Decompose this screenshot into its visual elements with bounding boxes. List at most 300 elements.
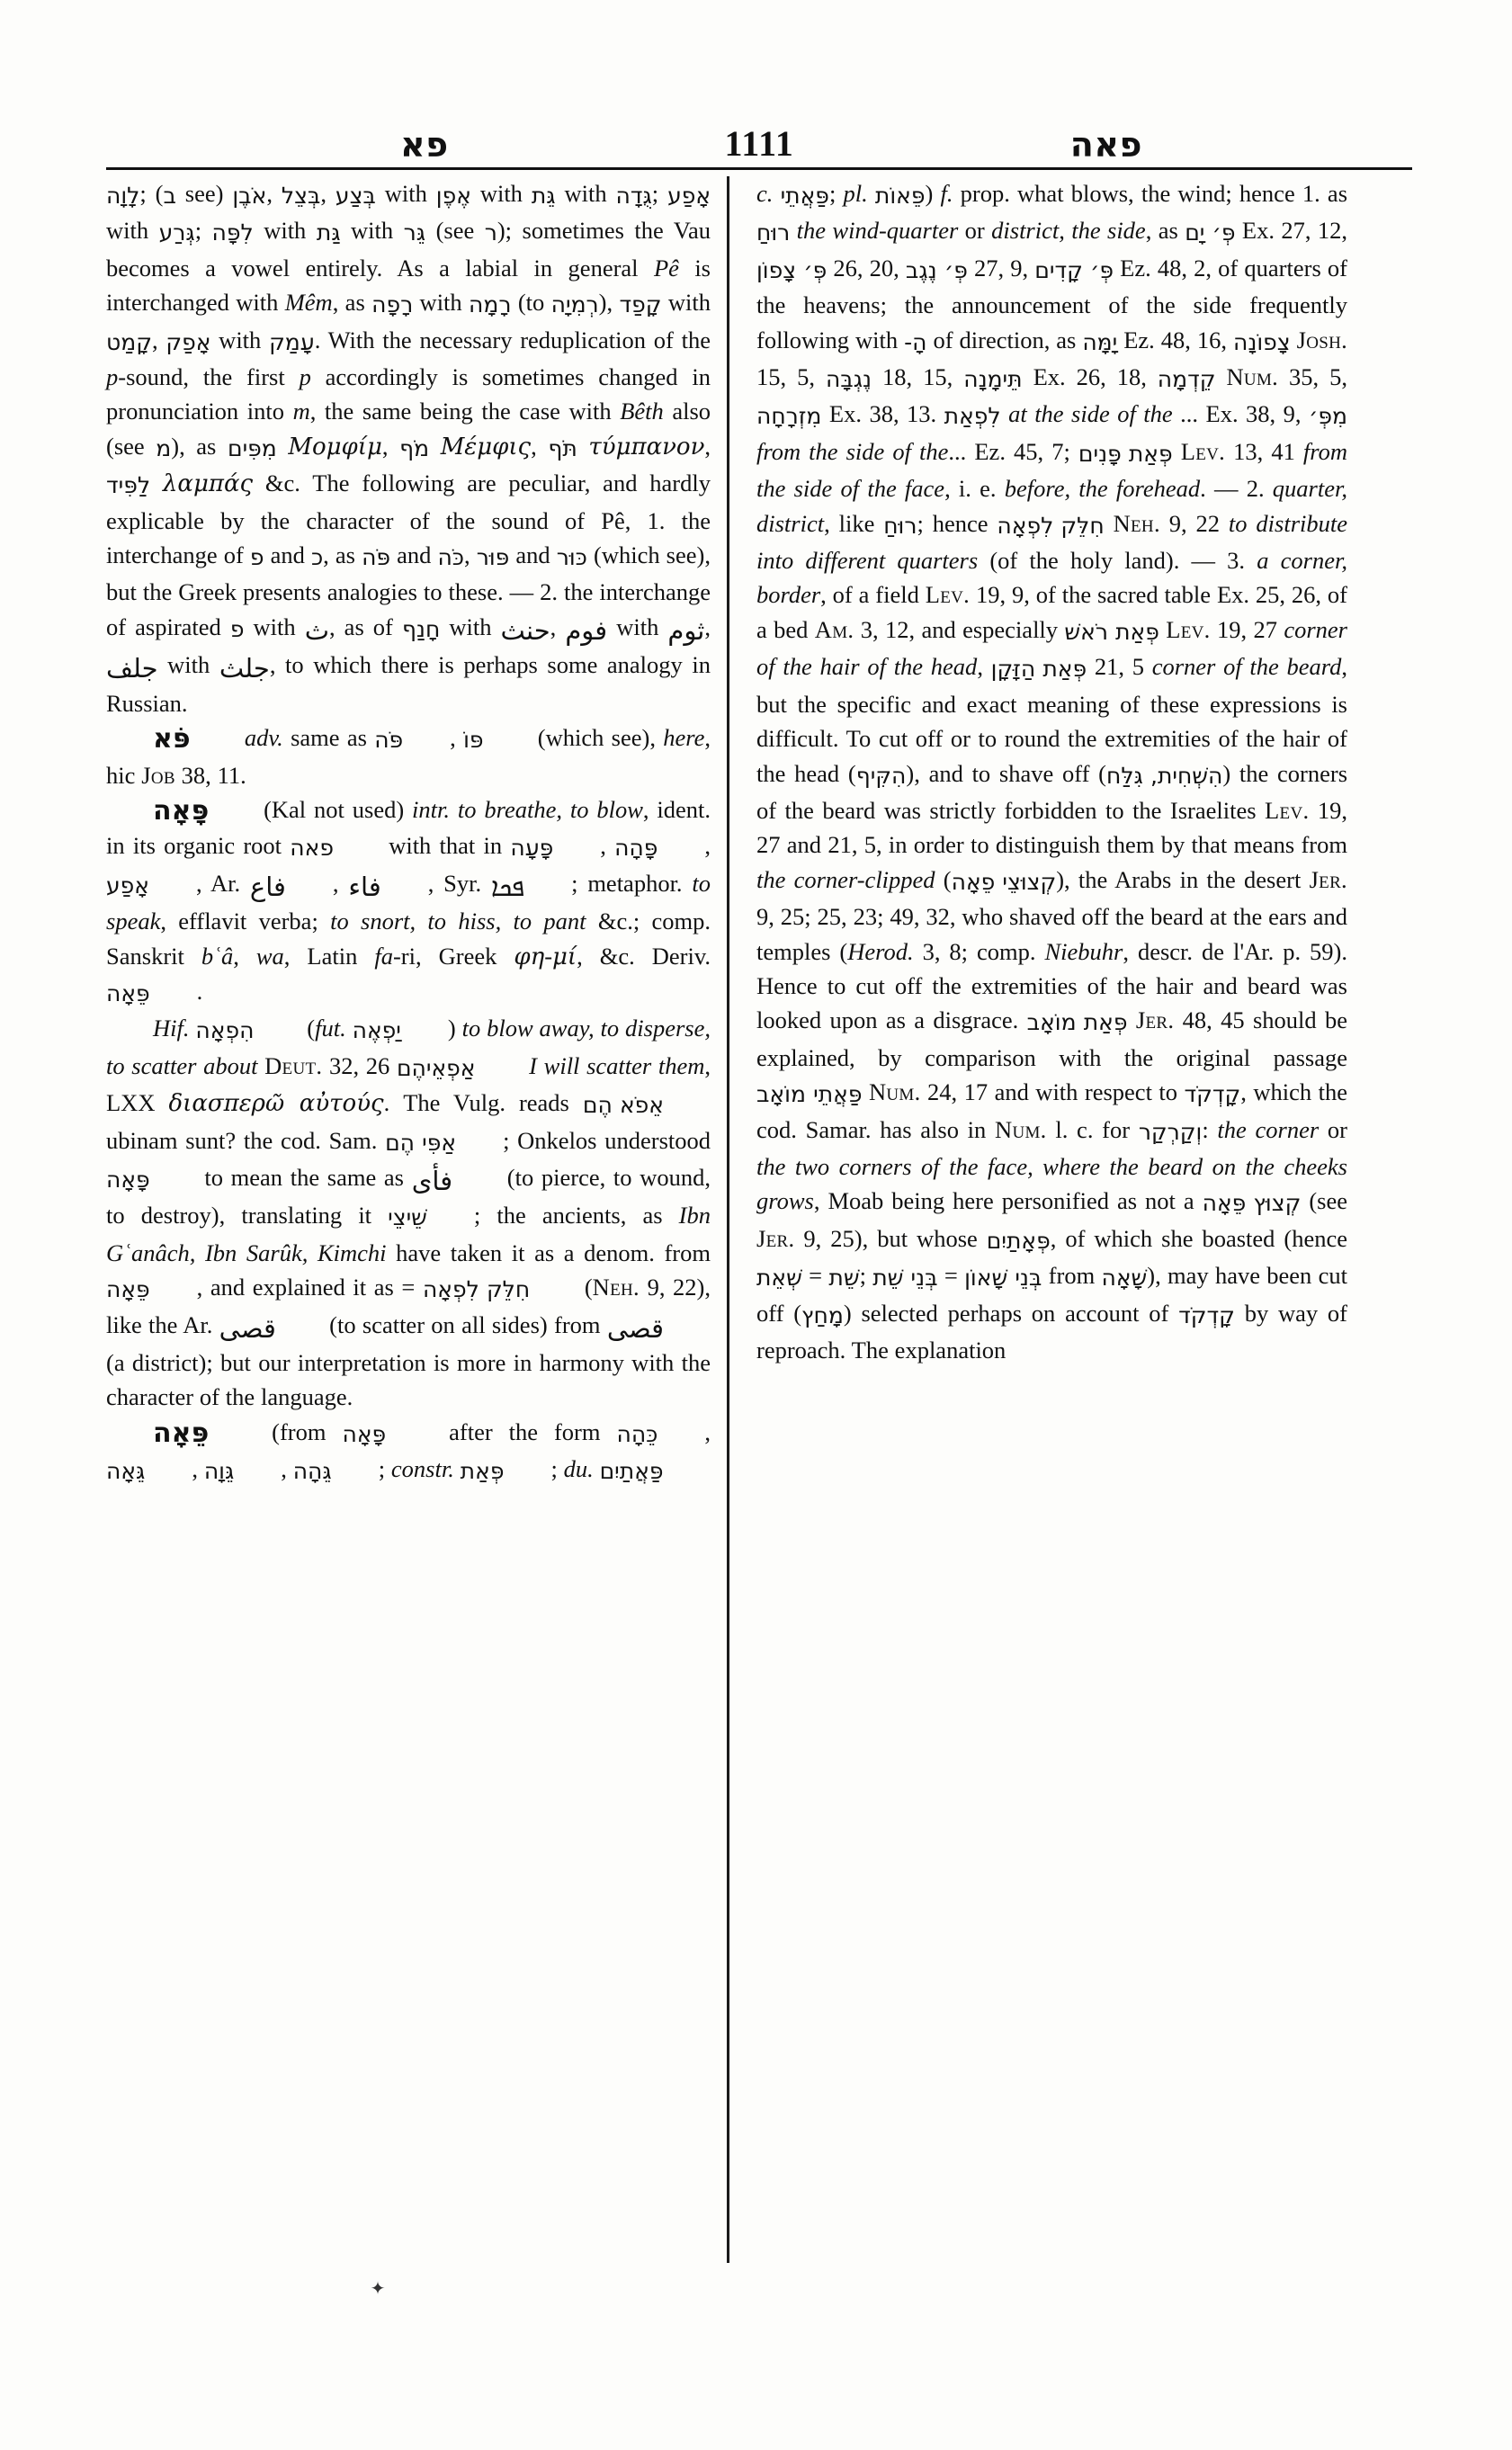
hebrew-word: אֵפֹא הֶם [582,1092,664,1119]
hebrew-word: לַפִּיד [106,472,151,499]
greek-word: μί [552,943,577,970]
hebrew-word: אֹבֶן [232,183,267,209]
body-text: ); sometimes the Vau becomes a vowel entirely. As a labial in general [106,217,711,282]
italic-gloss: the corner [1217,1115,1320,1143]
body-text: 21, 5 [1087,653,1152,681]
hebrew-word: פְּאַת רֹאשׁ [1064,618,1159,645]
entry-paragraph [106,720,711,792]
body-text: 13, 41 [1225,437,1303,465]
italic-gloss: constr. [390,1455,454,1483]
body-text: accordingly is sometimes changed in pronunciation into [106,363,711,425]
body-text: ) [925,180,941,207]
body-text: after the form [433,1417,617,1445]
hebrew-word: הִקִּיף [855,762,907,789]
body-text: with [340,217,404,245]
body-text: , as [1145,217,1185,245]
scripture-reference: Jer. [1309,865,1347,893]
hebrew-word: רוּחַ [756,219,791,246]
body-text: , LXX [106,1051,711,1117]
page-number: 1111 [724,123,794,164]
body-text: ) [447,1015,462,1042]
body-text: , of which she boasted (hence [1050,1224,1347,1252]
hebrew-word: פֵּאָה [106,979,150,1006]
italic-gloss: bʿâ [201,942,234,970]
hebrew-word: נֶגְבָּה [825,366,872,393]
body-text: , the same being the case with [309,398,621,425]
italic-gloss: the wind-quarter [796,217,959,245]
italic-gloss: Herod. [847,937,914,965]
body-text: with that in [380,832,511,860]
body-text [773,180,780,207]
hebrew-word: פְּאַת פָּנִים [1078,440,1173,467]
body-text: with [375,180,436,207]
body-text: (see [1301,1187,1347,1215]
body-text: , hic [106,724,711,789]
hebrew-word: כֹּה [437,544,465,571]
italic-gloss: p [106,363,119,391]
body-text: or [958,217,992,245]
body-text: ( [300,1015,316,1042]
body-text: ; hence [917,509,998,537]
italic-gloss: to distribute into different quarters [756,509,1348,575]
body-text: , [704,1417,711,1445]
body-text [190,1015,196,1042]
hebrew-word: קְצוּצֵי פֵאָה [951,868,1057,895]
body-text: prop. what blows, the wind; hence 1. as [953,180,1348,207]
italic-gloss: intr. to breathe, to blow [412,795,643,823]
italic-gloss: I will scatter them [529,1051,705,1079]
greek-word: Μομφίμ [288,433,382,460]
italic-gloss: at the side of the [1008,400,1173,428]
body-text: by way of reproach. The explanation [756,1299,1348,1364]
entry-headword: פֹּא [153,723,191,756]
body-text: ), as [171,432,228,460]
body-text: (to scatter on all sides) from [322,1310,607,1338]
arabic-word: فاء [348,871,381,902]
body-text: , efflavit verba; [160,908,331,935]
body-text: with [157,651,219,679]
hebrew-word: חָנַף [401,615,441,642]
scripture-reference: Job [141,761,175,789]
running-head [103,106,1412,165]
italic-gloss: m [292,398,310,425]
body-text: -sound, the first [118,363,300,391]
body-text: ; metaphor. [571,869,693,897]
hebrew-word: חִלֵּק לִפְאָה [997,512,1105,539]
hebrew-word: פֹּה [374,727,404,754]
body-text: , of a field [820,581,926,609]
scripture-reference: Deut. [264,1051,323,1079]
hebrew-word: עָמַק [269,328,315,355]
hebrew-word: צָפוֹנָה [1232,328,1291,355]
scripture-reference: Lev. [1180,437,1226,465]
body-text: Ex. 27, 12, [1235,217,1347,245]
body-text: , Ar. [195,869,250,897]
body-text: Ez. 48, 16, [1117,326,1233,353]
body-text: , [332,869,349,897]
hebrew-word: אַפְאֵיהֶם [396,1054,476,1081]
body-text: ), [598,289,620,317]
body-text: 19, 9, of the sacred table Ex. 25, 26, of a bed [756,581,1347,643]
hebrew-word: פַּאֲתַיִם [599,1458,664,1485]
hebrew-word: פְּ׳ נֶגֶב [905,256,968,283]
body-text: , &c. Deriv. [577,942,711,970]
entry-headword: פָּאָה [153,794,210,827]
body-text: 9, 25), but whose [794,1224,987,1252]
hebrew-word: רָמָה [469,291,512,318]
body-text: l. c. for [1046,1115,1139,1143]
body-text: , [704,832,711,860]
body-text: , [151,326,166,353]
body-text: , which the cod. Samar. has also in [756,1078,1347,1143]
italic-gloss: Niebuhr [1044,937,1123,965]
entry-paragraph [106,1415,711,1489]
body-text: and [509,541,557,569]
arabic-word: قصى [606,1312,664,1344]
body-text [257,1052,264,1079]
italic-gloss: wa [255,942,284,970]
body-text: to mean the same as [196,1163,412,1191]
arabic-word: ثوم [667,614,705,646]
italic-gloss: the corner-clipped [756,865,935,893]
body-text: 9, 22 [1159,509,1229,537]
body-text: (from [255,1417,343,1445]
header-rule [106,167,1412,170]
body-text: (Kal not used) [255,795,413,823]
body-text [868,180,875,207]
body-text: 38, 11. [174,761,246,789]
body-text: , [281,1455,293,1483]
body-text: with [661,289,711,317]
hebrew-word: פְּ׳ קָדִים [1034,256,1114,283]
hebrew-word: כֵּהָה [616,1420,658,1447]
body-text: (which see), but the Greek presents analogies to these. — 2. the interchange of aspirated [106,541,711,640]
body-text: &c. The following are peculiar, and hardly explicable by the character of the sound of Pê, 1. the interchange of [106,469,711,569]
body-text: , descr. de l'Ar. p. 59). Hence to cut off the extremities of the hair and beard was looked upon as a disgrace. [756,937,1347,1034]
hebrew-word: הִשְׁחִית, גִּלַּח [1106,762,1223,789]
entry-paragraph [756,176,1347,1367]
hebrew-word: פְּ׳ יָם [1185,219,1236,246]
scripture-reference: Num. [868,1078,921,1106]
hebrew-word: פְּאַת [460,1458,505,1485]
body-text: 19, 27 [1210,615,1284,643]
body-text: , ident. in its organic root [106,795,711,860]
body-text: with [555,180,616,207]
body-text [237,724,245,751]
italic-gloss: du. [563,1455,594,1483]
italic-gloss: Bêth [620,398,664,425]
hebrew-word: פּוֹ [463,727,484,754]
scripture-reference: Lev. [925,581,971,609]
italic-gloss: corner of the beard [1151,653,1342,681]
hebrew-word: חִלֵּק לִפְאָה [422,1276,531,1303]
body-text: , as [332,289,372,317]
body-text: ) the corners of the beard was strictly forbidden to the Israelites [756,759,1348,824]
body-text: 35, 5, [1278,363,1348,391]
entry-paragraph [106,1011,711,1414]
italic-gloss: corner of the hair of the head [756,615,1347,681]
hebrew-word: קֵדְמָה [1157,366,1216,393]
body-text: , [704,432,711,460]
hebrew-word: רָפָה [371,291,414,318]
hebrew-word: כ [310,544,324,571]
hebrew-word: שֵׁיצֵי [388,1204,427,1231]
body-text: with [106,217,159,245]
scripture-reference: Neh. [1113,509,1160,537]
body-text [1291,326,1297,353]
hebrew-word: אַפִּי הֶם [385,1129,457,1156]
body-text [577,433,589,460]
body-text: 3, 8; comp. [913,937,1045,965]
body-text: , [464,541,477,569]
body-text: , like [824,509,884,537]
greek-word: διασπερῶ αὐτούς [168,1090,384,1118]
body-text: (see [425,217,485,245]
body-text: 18, 15, [872,363,964,391]
hebrew-word: ר [484,219,497,246]
italic-gloss: Pê [653,254,679,282]
body-text: = [801,1262,829,1290]
body-text: . With the necessary reduplication of the [314,326,711,353]
italic-gloss: adv. [244,724,283,752]
body-text: ), may have been cut off ( [756,1262,1347,1327]
hebrew-word: לִפָּה [211,219,254,246]
body-text: , i. e. [944,475,1005,503]
body-text: from [1042,1262,1102,1290]
arabic-word: فأى [411,1165,453,1196]
body-text [862,1078,868,1105]
body-text: or [1319,1115,1347,1143]
hebrew-word: רְמִיָה [550,291,599,318]
arabic-word: ث [304,614,329,646]
body-text: of direction, as [926,326,1083,353]
italic-gloss: Ibn Gʿanâch, Ibn Sarûk, Kimchi [106,1202,711,1266]
body-text: Ez. 48, 2, of quarters of the heavens; the announcement of the side frequently following with [756,254,1347,353]
hebrew-word: גֻּדָה [615,183,652,209]
body-text: ... Ez. 45, 7; [948,437,1078,465]
body-text: , Latin [283,942,375,970]
hebrew-word: פֵּאָה [106,1276,150,1303]
italic-gloss: Hif. [153,1015,190,1042]
body-text [277,433,289,460]
scripture-reference: Lev. [1166,615,1211,643]
hebrew-word: גְּרַע [158,219,195,246]
hebrew-word: וְקַרְקַר [1138,1118,1203,1145]
hebrew-word: מִפְּ׳ [1309,403,1347,430]
italic-gloss: a corner, border [756,547,1347,609]
body-text: with [440,612,501,640]
body-text: ; [828,180,844,207]
body-text: , as [323,541,362,569]
hebrew-word: אָפַע [106,872,149,899]
italic-gloss: to snort, to hiss, to pant [330,908,586,935]
hebrew-word: שֵׁת [828,1265,860,1292]
italic-gloss: from the side of the face [756,437,1347,503]
body-text: ; [651,180,668,207]
hebrew-word: פְּאַת מוֹאָב [1026,1009,1128,1036]
body-text: 15, 5, [756,363,826,391]
body-text: &c.; comp. Sanskrit [106,908,711,970]
running-head-left-headword: פא [400,125,449,165]
body-text: (to pierce, to wound, to destroy), translating it [106,1163,711,1229]
hebrew-word: פַּאֲתֵי [780,183,829,209]
hebrew-word: קָפַד [619,291,662,318]
body-text: : [1202,1115,1218,1143]
body-text [1128,1006,1136,1033]
body-text: with [253,217,317,245]
hebrew-word: פְּאָתַיִם [986,1227,1051,1254]
body-text [429,433,441,460]
body-text [594,1455,600,1482]
body-text [1001,400,1008,427]
body-text: ) selected perhaps on account of [843,1299,1179,1327]
hebrew-word: גֵּהָה [292,1458,332,1485]
body-text: 3, 12, and especially [854,615,1065,643]
body-text: with [413,289,470,317]
hebrew-word: גַּת [316,219,341,246]
scripture-reference: Neh. [592,1274,640,1301]
italic-gloss: fut. [315,1015,346,1042]
body-text: , [381,432,400,460]
hebrew-word: בְּנֵי שָׁאוֹן [964,1265,1042,1292]
hebrew-word: בְּצַע [335,183,376,209]
hebrew-word: מִזְרָחָה [756,403,822,430]
italic-gloss: from the side of the [756,437,949,465]
body-text: with [607,612,668,640]
italic-gloss: Mêm [284,289,333,317]
body-text: (which see), [530,724,664,752]
body-text: , [192,1455,204,1483]
body-text: ... Ex. 38, 9, [1172,400,1310,428]
body-text: with [470,180,532,207]
body-text: Ex. 38, 13. [821,400,944,428]
hebrew-word: אָפַק [166,328,211,355]
body-text: , [531,432,549,460]
body-text: ubinam sunt? the cod. Sam. [106,1126,386,1154]
hebrew-word: קָדְקֹד [1178,1301,1235,1328]
body-text: , but the specific and exact meaning of these expressions is difficult. To cut off or to round the extremities of the hair of the head ( [756,653,1347,787]
hebrew-word: פֹּה [362,544,391,571]
body-text: , [977,653,991,681]
body-text: with [244,612,305,640]
hebrew-word: פּוּר [476,544,510,571]
hebrew-word: פֵּאוֹת [874,183,926,209]
hebrew-word: פַּאֲתֵי מוֹאָב [756,1081,863,1108]
body-text: ( [577,1274,593,1301]
hebrew-word: יָמָּה [1082,328,1118,355]
entry-paragraph [106,176,711,720]
body-text: ; [550,1455,564,1483]
body-text: , to which there is perhaps some analogy in Russian. [106,651,711,717]
hebrew-word: פ [249,544,264,571]
body-text: , [320,180,336,207]
body-text: ), the Arabs in the desert [1056,865,1310,893]
body-text: have taken it as a denom. from [386,1238,711,1266]
hebrew-word: פְּאַת הַזָּקָן [990,656,1087,683]
hebrew-word: בְּנֵי שֵׁת [872,1265,938,1292]
body-text: see) [175,180,233,207]
body-text [150,469,163,496]
greek-word: λαμπάς [162,470,254,498]
hebrew-word: לִפְאַת [944,403,1001,430]
body-text: 9, 25; 25, 23; 49, 32, who shaved off the beard at the ears and temples ( [756,903,1347,965]
body-text: - [544,942,553,970]
hebrew-word: קָמַט [106,328,152,355]
running-head-right-headword: פאה [1069,125,1142,165]
arabic-word: فوم [565,614,608,646]
greek-word: τύμπανον [588,433,705,460]
body-text: , [233,942,256,970]
body-text [1105,510,1114,537]
hebrew-word: מָחַץ [801,1301,844,1328]
arabic-word: فاع [249,871,286,902]
scripture-reference: Am. [814,615,854,643]
body-text [454,1455,461,1482]
two-column-body [106,176,1412,2263]
body-text: is interchanged with [106,254,711,317]
body-text: and [390,541,438,569]
italic-gloss: the two corners of the face, where the beard on the cheeks grows [756,1152,1347,1215]
hebrew-word: קָדְקֹד [1184,1081,1241,1108]
italic-gloss: p [299,363,311,391]
scripture-reference: Num. [995,1115,1047,1143]
body-text: , as of [329,612,402,640]
hebrew-word: אֶפֶן [435,183,471,209]
body-text [1216,363,1227,390]
body-text: 24, 17 and with respect to [920,1078,1185,1106]
hebrew-word: פָּאָה [106,1166,150,1193]
italic-gloss: before, the forehead [1004,475,1201,503]
body-text: same as [282,724,375,752]
italic-gloss: c. [756,180,774,207]
hebrew-word: פאה [290,835,334,862]
body-text: , Syr. [427,869,491,897]
body-text: 48, 45 should be explained, by comparison with the original passage [756,1006,1347,1071]
body-text: , and explained it as = [196,1274,423,1301]
body-text: with [210,326,270,353]
body-text: , [266,180,282,207]
arabic-word: جلث [219,653,270,684]
hebrew-word: כּוּר [556,544,587,571]
hebrew-word: גֵּאָה [106,1458,146,1485]
body-text: 32, 26 [322,1051,397,1079]
hebrew-word: גֵּת [531,183,556,209]
left-column [106,176,727,2263]
body-text: . The Vulg. reads [383,1089,583,1117]
hebrew-word: פְּ׳ צָפוֹן [756,256,828,283]
body-text: ; Onkelos understood [503,1126,711,1154]
body-text: ; ( [139,180,164,207]
hebrew-word: קְצוּץ פֵּאָה [1202,1190,1302,1217]
hebrew-word: פָּעָה [510,835,554,862]
right-column [727,176,1347,2263]
body-text: also (see [106,398,711,460]
body-text: , Moab being here personified as not a [813,1187,1203,1215]
italic-gloss: to blow away, to disperse, to scatter about [106,1015,711,1079]
body-text: ; [378,1455,391,1483]
body-text: 19, 27 and 21, 5, in order to distinguish them by that means from [756,796,1347,859]
hebrew-word: מֹף [399,434,430,461]
body-text: 27, 9, [967,254,1035,282]
body-text: (a district); but our interpretation is more in harmony with the character of the language. [106,1349,711,1411]
hebrew-word: תֵּימָנָה [963,366,1023,393]
body-text: , [600,832,615,860]
hebrew-word: מ [156,434,172,461]
hebrew-word: גֵּוָה [203,1458,235,1485]
body-text [790,217,796,244]
scripture-reference: Josh. [1296,326,1348,353]
body-text: 9, 22), like the Ar. [106,1274,711,1338]
